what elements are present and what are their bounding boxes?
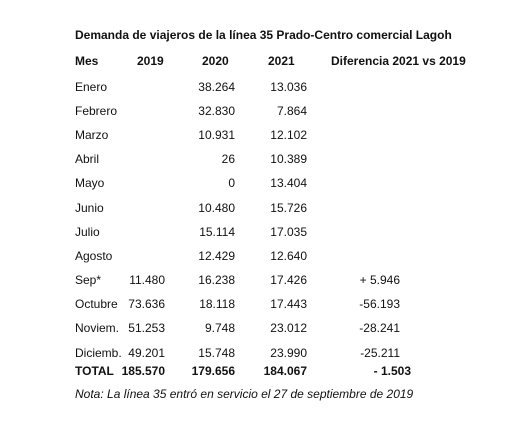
month-cell: Julio [75,225,100,239]
month-cell: Febrero [75,104,118,118]
month-cell: Sep* [75,273,102,287]
value-2020: 38.264 [198,80,235,94]
value-2021: 23.990 [270,346,307,360]
total-label: TOTAL [75,364,114,378]
value-2020: 12.429 [198,249,235,263]
value-2021: 15.726 [270,201,307,215]
month-cell: Diciemb. [75,346,122,360]
month-cell: Octubre [75,297,118,311]
value-diferencia: -56.193 [359,297,400,311]
value-2020: 26 [221,152,235,166]
total-diferencia: - 1.503 [373,364,411,378]
value-2021: 17.035 [270,225,307,239]
value-2021: 17.426 [270,273,307,287]
month-cell: Noviem. [75,321,120,335]
value-2019: 51.253 [128,321,165,335]
value-2019: 11.480 [129,273,165,287]
month-cell: Marzo [75,128,109,142]
header-2021: 2021 [268,54,295,68]
header-2020: 2020 [202,54,229,68]
month-cell: Enero [75,80,108,94]
table-row [0,343,531,363]
month-cell: Mayo [75,176,105,190]
value-2021: 13.404 [270,176,307,190]
table-row [0,101,531,121]
table-row [0,246,531,266]
month-cell: Abril [75,152,100,166]
value-2020: 15.114 [199,225,235,239]
table-row [0,198,531,218]
header-diferencia: Diferencia 2021 vs 2019 [331,54,466,68]
footnote: Nota: La línea 35 entró en servicio el 27 de septiembre de 2019 [75,387,414,401]
value-2021: 13.036 [270,80,307,94]
value-2020: 0 [228,176,235,190]
table-title: Demanda de viajeros de la línea 35 Prado-Centro comercial Lagoh [75,28,452,42]
value-diferencia: -28.241 [359,321,400,335]
value-2021: 12.102 [270,128,307,142]
value-2019: 49.201 [128,346,165,360]
table-header-row [0,51,531,71]
value-2021: 23.012 [270,321,307,335]
table-row [0,222,531,242]
value-2021: 17.443 [270,297,307,311]
value-2020: 9.748 [204,321,235,335]
value-2021: 7.864 [276,104,307,118]
table-row [0,77,531,97]
value-2020: 32.830 [198,104,235,118]
value-diferencia: -25.211 [360,346,400,360]
total-row [0,361,531,381]
value-2020: 16.238 [198,273,235,287]
table-row [0,294,531,314]
table-row [0,173,531,193]
value-2020: 18.118 [199,297,235,311]
value-2020: 10.480 [198,201,235,215]
value-diferencia: + 5.946 [359,273,400,287]
month-cell: Agosto [75,249,113,263]
table-row [0,270,531,290]
table-row [0,125,531,145]
month-cell: Junio [75,201,104,215]
table-row [0,149,531,169]
header-2019: 2019 [137,54,164,68]
value-2021: 12.640 [270,249,307,263]
total-2020: 179.656 [191,364,235,378]
value-2019: 73.636 [128,297,165,311]
total-2021: 184.067 [263,364,307,378]
value-2020: 10.931 [198,128,235,142]
value-2020: 15.748 [198,346,235,360]
header-mes: Mes [75,54,99,68]
value-2021: 10.389 [270,152,307,166]
table-row [0,318,531,338]
total-2019: 185.570 [121,364,165,378]
